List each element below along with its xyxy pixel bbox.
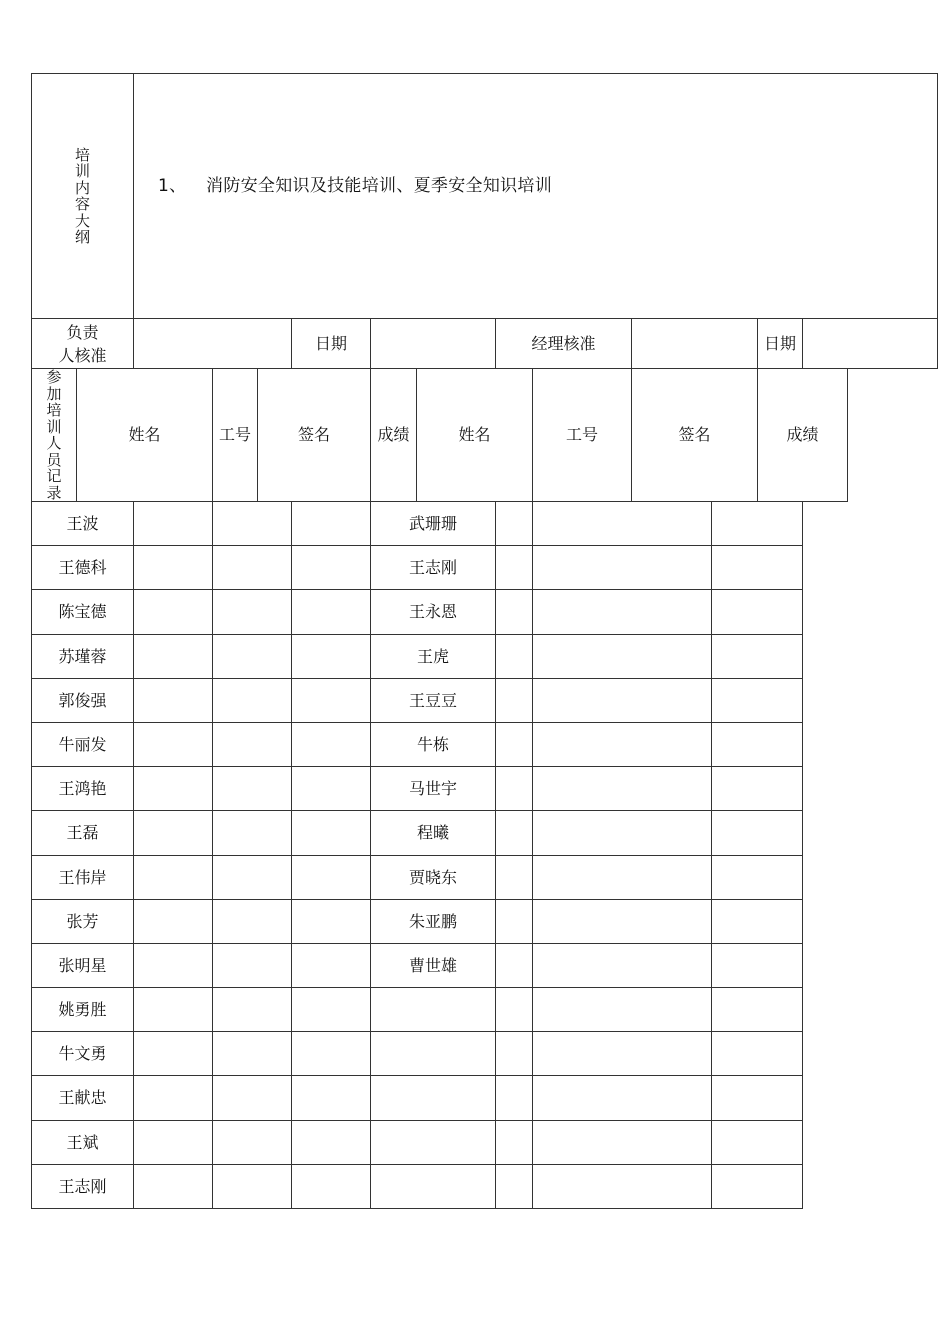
score-left-field[interactable] [292, 502, 371, 546]
signature-right-field[interactable] [533, 1164, 712, 1208]
date-label-2: 日期 [758, 319, 803, 369]
id-right-field[interactable] [496, 502, 533, 546]
id-left-field[interactable] [134, 1164, 213, 1208]
signature-left-field[interactable] [213, 634, 292, 678]
attendee-name-right: 程曦 [371, 811, 496, 855]
id-right-field[interactable] [496, 767, 533, 811]
score-right-field[interactable] [712, 811, 803, 855]
signature-right-field[interactable] [533, 546, 712, 590]
attendee-name-right: 王虎 [371, 634, 496, 678]
signature-right-field[interactable] [533, 1032, 712, 1076]
signature-left-field[interactable] [213, 678, 292, 722]
id-right-field[interactable] [496, 899, 533, 943]
attendee-name-left: 姚勇胜 [32, 988, 134, 1032]
score-right-field[interactable] [712, 899, 803, 943]
attendee-name-left: 王磊 [32, 811, 134, 855]
signature-left-field[interactable] [213, 767, 292, 811]
id-left-field[interactable] [134, 767, 213, 811]
id-right-field[interactable] [496, 943, 533, 987]
signature-left-field[interactable] [213, 988, 292, 1032]
id-left-field[interactable] [134, 722, 213, 766]
id-right-field[interactable] [496, 855, 533, 899]
table-row [32, 678, 938, 722]
table-row [32, 1164, 938, 1208]
table-row [32, 1076, 938, 1120]
score-right-field[interactable] [712, 943, 803, 987]
signature-left-field[interactable] [213, 943, 292, 987]
attendee-name-left: 张芳 [32, 899, 134, 943]
date-field[interactable] [371, 319, 496, 369]
signature-right-field[interactable] [533, 722, 712, 766]
id-left-field[interactable] [134, 1032, 213, 1076]
table-row [32, 634, 938, 678]
score-right-field[interactable] [712, 678, 803, 722]
attendee-name-right [371, 1032, 496, 1076]
table-row [32, 767, 938, 811]
id-left-field[interactable] [134, 546, 213, 590]
score-right-field[interactable] [712, 590, 803, 634]
signature-right-field[interactable] [533, 1120, 712, 1164]
score-left-field[interactable] [292, 1032, 371, 1076]
score-right-field[interactable] [712, 988, 803, 1032]
signature-right-field[interactable] [533, 811, 712, 855]
header-name-right: 姓名 [417, 369, 533, 502]
id-right-field[interactable] [496, 988, 533, 1032]
attendee-name-left: 牛文勇 [32, 1032, 134, 1076]
attendee-name-right: 贾晓东 [371, 855, 496, 899]
header-id-left: 工号 [213, 369, 258, 502]
signature-right-field[interactable] [533, 678, 712, 722]
score-right-field[interactable] [712, 502, 803, 546]
table-row [32, 1120, 938, 1164]
signature-left-field[interactable] [213, 722, 292, 766]
attendee-name-right: 朱亚鹏 [371, 899, 496, 943]
responsible-approval-label: 负责 人核准 [32, 319, 134, 369]
attendee-name-left: 王献忠 [32, 1076, 134, 1120]
id-right-field[interactable] [496, 546, 533, 590]
signature-left-field[interactable] [213, 1120, 292, 1164]
score-right-field[interactable] [712, 855, 803, 899]
attendee-name-left: 王鸿艳 [32, 767, 134, 811]
id-right-field[interactable] [496, 811, 533, 855]
score-right-field[interactable] [712, 1076, 803, 1120]
id-right-field[interactable] [496, 678, 533, 722]
signature-left-field[interactable] [213, 502, 292, 546]
id-right-field[interactable] [496, 722, 533, 766]
attendee-name-right [371, 1076, 496, 1120]
attendee-name-right: 武珊珊 [371, 502, 496, 546]
score-right-field[interactable] [712, 767, 803, 811]
id-left-field[interactable] [134, 590, 213, 634]
attendee-name-right: 王永恩 [371, 590, 496, 634]
signature-right-field[interactable] [533, 943, 712, 987]
signature-left-field[interactable] [213, 1164, 292, 1208]
id-left-field[interactable] [134, 502, 213, 546]
attendee-name-left: 王斌 [32, 1120, 134, 1164]
score-left-field[interactable] [292, 546, 371, 590]
score-right-field[interactable] [712, 1164, 803, 1208]
training-record-form [31, 73, 937, 1209]
score-left-field[interactable] [292, 988, 371, 1032]
score-left-field[interactable] [292, 855, 371, 899]
date-label: 日期 [292, 319, 371, 369]
score-right-field[interactable] [712, 1120, 803, 1164]
table-row [32, 811, 938, 855]
attendee-name-left: 王志刚 [32, 1164, 134, 1208]
table-row [32, 722, 938, 766]
manager-approval-label: 经理核准 [496, 319, 632, 369]
outline-label: 培 训 内 容 大 纲 [32, 74, 134, 319]
attendee-name-left: 苏瑾蓉 [32, 634, 134, 678]
score-left-field[interactable] [292, 1076, 371, 1120]
manager-approval-field[interactable] [632, 319, 758, 369]
id-left-field[interactable] [134, 1120, 213, 1164]
attendee-name-right: 曹世雄 [371, 943, 496, 987]
score-right-field[interactable] [712, 634, 803, 678]
header-id-right: 工号 [533, 369, 632, 502]
id-left-field[interactable] [134, 634, 213, 678]
table-row [32, 899, 938, 943]
signature-left-field[interactable] [213, 855, 292, 899]
id-right-field[interactable] [496, 634, 533, 678]
score-left-field[interactable] [292, 1120, 371, 1164]
signature-right-field[interactable] [533, 855, 712, 899]
score-left-field[interactable] [292, 678, 371, 722]
id-right-field[interactable] [496, 1164, 533, 1208]
attendee-name-right: 王志刚 [371, 546, 496, 590]
header-score-left: 成绩 [371, 369, 417, 502]
attendee-name-left: 王波 [32, 502, 134, 546]
id-left-field[interactable] [134, 899, 213, 943]
score-left-field[interactable] [292, 1164, 371, 1208]
signature-right-field[interactable] [533, 502, 712, 546]
header-score-right: 成绩 [758, 369, 848, 502]
signature-left-field[interactable] [213, 811, 292, 855]
signature-right-field[interactable] [533, 590, 712, 634]
outline-item: 1、 消防安全知识及技能培训、夏季安全知识培训 [158, 176, 553, 196]
attendee-name-left: 张明星 [32, 943, 134, 987]
id-left-field[interactable] [134, 988, 213, 1032]
id-left-field[interactable] [134, 811, 213, 855]
attendee-name-right: 王豆豆 [371, 678, 496, 722]
id-right-field[interactable] [496, 1120, 533, 1164]
id-right-field[interactable] [496, 1032, 533, 1076]
score-left-field[interactable] [292, 899, 371, 943]
signature-right-field[interactable] [533, 767, 712, 811]
id-left-field[interactable] [134, 1076, 213, 1120]
signature-right-field[interactable] [533, 1076, 712, 1120]
signature-right-field[interactable] [533, 988, 712, 1032]
attendee-name-right [371, 1164, 496, 1208]
score-left-field[interactable] [292, 722, 371, 766]
table-row [32, 855, 938, 899]
header-signature-right: 签名 [632, 369, 758, 502]
signature-left-field[interactable] [213, 546, 292, 590]
id-left-field[interactable] [134, 678, 213, 722]
attendee-name-right [371, 988, 496, 1032]
id-right-field[interactable] [496, 590, 533, 634]
table-row [32, 590, 938, 634]
score-right-field[interactable] [712, 1032, 803, 1076]
table-row [32, 502, 938, 546]
score-right-field[interactable] [712, 722, 803, 766]
attendee-name-left: 郭俊强 [32, 678, 134, 722]
score-left-field[interactable] [292, 767, 371, 811]
table-row [32, 1032, 938, 1076]
attendee-name-right: 牛栋 [371, 722, 496, 766]
id-left-field[interactable] [134, 855, 213, 899]
header-signature-left: 签名 [258, 369, 371, 502]
form-table [31, 73, 938, 1209]
id-left-field[interactable] [134, 943, 213, 987]
responsible-approval-field[interactable] [134, 319, 292, 369]
attendee-name-left: 牛丽发 [32, 722, 134, 766]
signature-right-field[interactable] [533, 634, 712, 678]
table-row [32, 988, 938, 1032]
signature-left-field[interactable] [213, 1032, 292, 1076]
attendee-name-left: 王德科 [32, 546, 134, 590]
attendee-name-right [371, 1120, 496, 1164]
signature-left-field[interactable] [213, 1076, 292, 1120]
score-left-field[interactable] [292, 634, 371, 678]
attendee-name-left: 王伟岸 [32, 855, 134, 899]
attendee-name-right: 马世宇 [371, 767, 496, 811]
table-row [32, 943, 938, 987]
score-right-field[interactable] [712, 546, 803, 590]
signature-left-field[interactable] [213, 899, 292, 943]
score-left-field[interactable] [292, 590, 371, 634]
date-field-2[interactable] [803, 319, 938, 369]
table-row [32, 546, 938, 590]
id-right-field[interactable] [496, 1076, 533, 1120]
signature-left-field[interactable] [213, 590, 292, 634]
score-left-field[interactable] [292, 943, 371, 987]
score-left-field[interactable] [292, 811, 371, 855]
signature-right-field[interactable] [533, 899, 712, 943]
header-name-left: 姓名 [77, 369, 213, 502]
outline-content [134, 74, 938, 319]
attendee-name-left: 陈宝德 [32, 590, 134, 634]
attendance-label: 参 加 培 训 人 员 记 录 [32, 369, 77, 502]
